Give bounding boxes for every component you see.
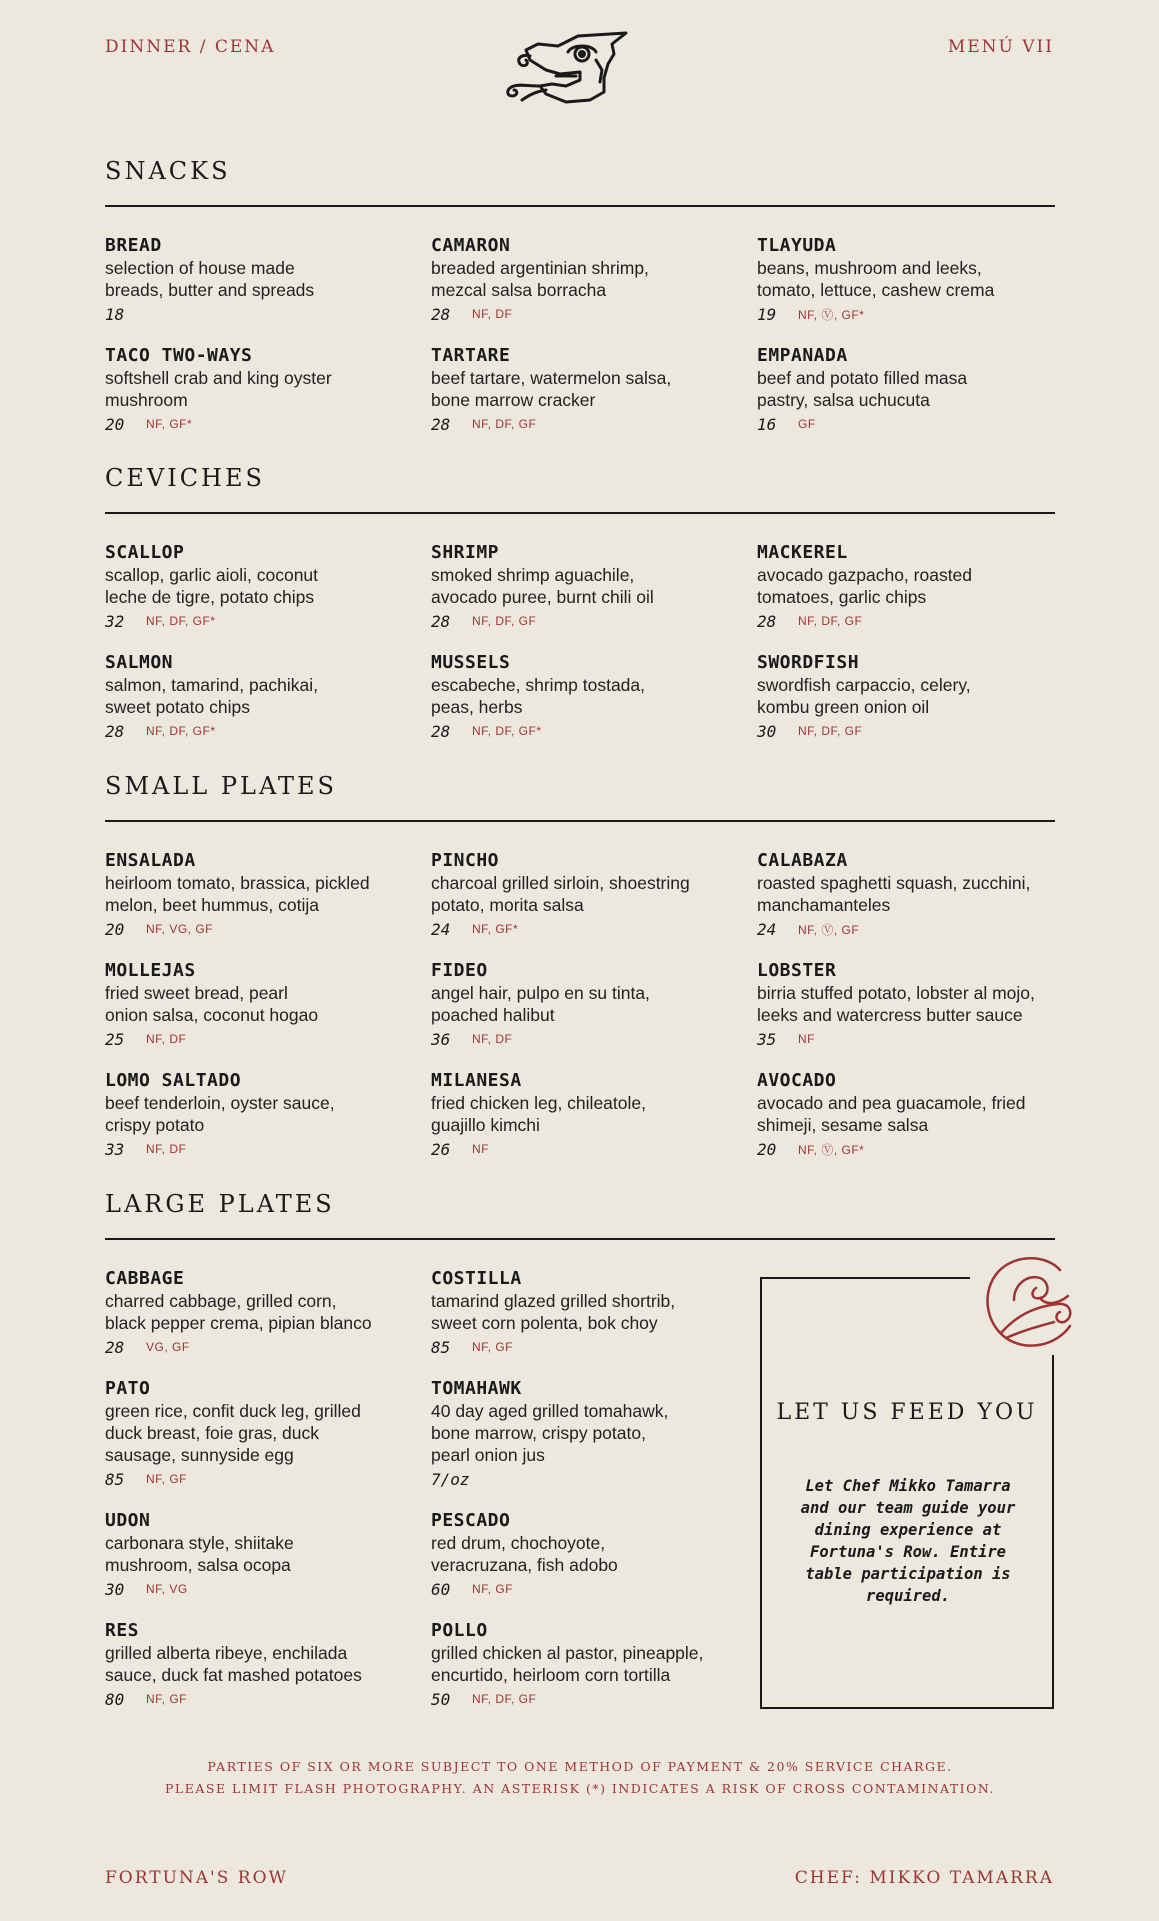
- item-description: beef tartare, watermelon salsa,: [431, 368, 672, 388]
- section-title-snacks: SNACKS: [105, 157, 231, 185]
- feed-you-title: LET US FEED YOU: [776, 1400, 1038, 1425]
- section-divider: [105, 512, 1055, 514]
- dietary-tags: NF, DF: [472, 307, 513, 321]
- menu-item-tartare: [431, 345, 741, 435]
- item-name: LOMO SALTADO: [105, 1070, 242, 1091]
- item-description: leeks and watercress butter sauce: [757, 1005, 1023, 1025]
- item-description: poached halibut: [431, 1005, 555, 1025]
- item-description: onion salsa, coconut hogao: [105, 1005, 319, 1025]
- dietary-tags: NF, Ⓥ, GF*: [798, 307, 865, 322]
- dietary-tags: NF, DF, GF: [472, 1692, 537, 1706]
- dietary-tags: NF, Ⓥ, GF*: [798, 1142, 865, 1157]
- item-description: sausage, sunnyside egg: [105, 1445, 294, 1465]
- item-description: guajillo kimchi: [431, 1115, 540, 1135]
- item-description: birria stuffed potato, lobster al mojo,: [757, 983, 1035, 1003]
- item-description: angel hair, pulpo en su tinta,: [431, 983, 650, 1003]
- item-description: sweet potato chips: [105, 697, 250, 717]
- item-price: 7/oz: [431, 1469, 470, 1489]
- item-description: crispy potato: [105, 1115, 205, 1135]
- item-description: beef tenderloin, oyster sauce,: [105, 1093, 335, 1113]
- section-title-large-plates: LARGE PLATES: [105, 1190, 335, 1218]
- item-price: 60: [431, 1579, 451, 1599]
- item-description: veracruzana, fish adobo: [431, 1555, 618, 1575]
- item-description: escabeche, shrimp tostada,: [431, 675, 646, 695]
- dietary-tags: NF, DF, GF: [472, 614, 537, 628]
- menu-item-empanada: [757, 345, 1067, 435]
- item-price: 28: [105, 721, 125, 741]
- menu-item-mollejas: [105, 960, 415, 1050]
- item-price: 20: [757, 1139, 777, 1159]
- menu-type-label: DINNER / CENA: [105, 37, 276, 57]
- item-description: smoked shrimp aguachile,: [431, 565, 635, 585]
- swirl-ornament-icon: [974, 1248, 1080, 1354]
- dietary-tags: NF, GF*: [472, 922, 519, 936]
- dietary-tags: NF, DF: [146, 1032, 187, 1046]
- menu-item-bread: [105, 235, 415, 325]
- item-description: grilled alberta ribeye, enchilada: [105, 1643, 348, 1663]
- item-description: charcoal grilled sirloin, shoestring: [431, 873, 690, 893]
- dietary-tags: NF, GF: [146, 1472, 187, 1486]
- item-name: CABBAGE: [105, 1268, 185, 1289]
- item-name: PESCADO: [431, 1510, 511, 1531]
- item-name: CAMARON: [431, 235, 511, 256]
- item-description: avocado and pea guacamole, fried: [757, 1093, 1026, 1113]
- item-name: TACO TWO-WAYS: [105, 345, 253, 366]
- item-description: beef and potato filled masa: [757, 368, 968, 388]
- item-price: 33: [105, 1139, 125, 1159]
- item-description: red drum, chochoyote,: [431, 1533, 606, 1553]
- item-description: avocado puree, burnt chili oil: [431, 587, 654, 607]
- item-description: shimeji, sesame salsa: [757, 1115, 929, 1135]
- item-name: SALMON: [105, 652, 174, 673]
- item-description: avocado gazpacho, roasted: [757, 565, 973, 585]
- item-description: encurtido, heirloom corn tortilla: [431, 1665, 671, 1685]
- item-description: tomatoes, garlic chips: [757, 587, 927, 607]
- item-price: 85: [431, 1337, 451, 1357]
- item-price: 28: [431, 414, 451, 434]
- dietary-tags: VG, GF: [146, 1340, 190, 1354]
- menu-item-res: [105, 1620, 415, 1710]
- item-description: black pepper crema, pipian blanco: [105, 1313, 372, 1333]
- item-name: TARTARE: [431, 345, 511, 366]
- item-name: MOLLEJAS: [105, 960, 196, 981]
- item-description: pastry, salsa uchucuta: [757, 390, 930, 410]
- feed-line: required.: [866, 1587, 950, 1605]
- menu-item-pato: [105, 1378, 415, 1490]
- item-description: mushroom: [105, 390, 188, 410]
- item-name: AVOCADO: [757, 1070, 837, 1091]
- feed-line: table participation is: [805, 1565, 1011, 1583]
- item-name: POLLO: [431, 1620, 488, 1641]
- item-description: sauce, duck fat mashed potatoes: [105, 1665, 362, 1685]
- item-price: 28: [431, 611, 451, 631]
- item-name: MACKEREL: [757, 542, 848, 563]
- item-price: 28: [431, 304, 451, 324]
- item-description: fried chicken leg, chileatole,: [431, 1093, 646, 1113]
- item-description: salmon, tamarind, pachikai,: [105, 675, 319, 695]
- item-price: 28: [431, 721, 451, 741]
- feed-line: dining experience at: [814, 1521, 1002, 1539]
- dietary-tags: NF, DF, GF*: [472, 724, 542, 738]
- item-description: manchamanteles: [757, 895, 891, 915]
- item-name: UDON: [105, 1510, 151, 1531]
- item-description: fried sweet bread, pearl: [105, 983, 288, 1003]
- menu-item-pollo: [431, 1620, 741, 1710]
- item-name: RES: [105, 1620, 140, 1641]
- dietary-tags: NF: [472, 1142, 489, 1156]
- item-description: melon, beet hummus, cotija: [105, 895, 319, 915]
- item-price: 18: [105, 304, 125, 324]
- item-description: scallop, garlic aioli, coconut: [105, 565, 319, 585]
- item-description: peas, herbs: [431, 697, 523, 717]
- item-price: 24: [431, 919, 451, 939]
- dietary-tags: NF, GF*: [146, 417, 193, 431]
- item-name: MUSSELS: [431, 652, 511, 673]
- menu-item-avocado: [757, 1070, 1077, 1160]
- item-description: pearl onion jus: [431, 1445, 545, 1465]
- item-description: softshell crab and king oyster: [105, 368, 332, 388]
- menu-item-tlayuda: [757, 235, 1067, 325]
- item-name: COSTILLA: [431, 1268, 522, 1289]
- item-name: LOBSTER: [757, 960, 837, 981]
- item-description: tomato, lettuce, cashew crema: [757, 280, 995, 300]
- item-description: mushroom, salsa ocopa: [105, 1555, 291, 1575]
- item-price: 19: [757, 304, 777, 324]
- dietary-tags: NF, DF: [146, 1142, 187, 1156]
- item-description: swordfish carpaccio, celery,: [757, 675, 971, 695]
- menu-item-udon: [105, 1510, 415, 1600]
- menu-item-swordfish: [757, 652, 1067, 742]
- item-name: CALABAZA: [757, 850, 848, 871]
- item-price: 85: [105, 1469, 125, 1489]
- item-price: 28: [757, 611, 777, 631]
- item-price: 80: [105, 1689, 125, 1709]
- item-name: BREAD: [105, 235, 162, 256]
- dietary-tags: NF, DF, GF: [798, 724, 863, 738]
- section-divider: [105, 1238, 1055, 1240]
- dietary-tags: NF, DF, GF: [798, 614, 863, 628]
- item-name: MILANESA: [431, 1070, 522, 1091]
- chef-name: CHEF: MIKKO TAMARRA: [794, 1868, 1054, 1888]
- item-name: SCALLOP: [105, 542, 185, 563]
- note-line: PLEASE LIMIT FLASH PHOTOGRAPHY. AN ASTERISK (*) INDICATES A RISK OF CROSS CONTAMINATION.: [165, 1781, 995, 1796]
- item-description: potato, morita salsa: [431, 895, 584, 915]
- item-name: SHRIMP: [431, 542, 500, 563]
- serpent-head-icon: [500, 30, 630, 106]
- item-price: 28: [105, 1337, 125, 1357]
- item-description: grilled chicken al pastor, pineapple,: [431, 1643, 704, 1663]
- policy-notes: [105, 1756, 1055, 1800]
- section-title-ceviches: CEVICHES: [105, 464, 265, 492]
- item-price: 24: [757, 919, 777, 939]
- item-price: 20: [105, 919, 125, 939]
- item-price: 32: [105, 611, 125, 631]
- menu-item-camaron: [431, 235, 741, 325]
- feed-line: Fortuna's Row. Entire: [810, 1543, 1006, 1561]
- section-divider: [105, 820, 1055, 822]
- item-price: 50: [431, 1689, 451, 1709]
- item-price: 35: [757, 1029, 777, 1049]
- item-description: tamarind glazed grilled shortrib,: [431, 1291, 676, 1311]
- item-price: 30: [757, 721, 777, 741]
- item-name: TLAYUDA: [757, 235, 837, 256]
- menu-item-calabaza: [757, 850, 1077, 940]
- menu-item-shrimp: [431, 542, 741, 632]
- item-description: charred cabbage, grilled corn,: [105, 1291, 337, 1311]
- menu-item-cabbage: [105, 1268, 415, 1358]
- menu-item-lobster: [757, 960, 1087, 1050]
- menu-item-mackerel: [757, 542, 1067, 632]
- note-line: PARTIES OF SIX OR MORE SUBJECT TO ONE METHOD OF PAYMENT & 20% SERVICE CHARGE.: [207, 1759, 953, 1774]
- dietary-tags: NF, GF: [146, 1692, 187, 1706]
- item-description: 40 day aged grilled tomahawk,: [431, 1401, 669, 1421]
- item-price: 16: [757, 414, 777, 434]
- item-price: 26: [431, 1139, 451, 1159]
- item-price: 36: [431, 1029, 451, 1049]
- menu-item-salmon: [105, 652, 415, 742]
- item-name: EMPANADA: [757, 345, 848, 366]
- item-description: leche de tigre, potato chips: [105, 587, 315, 607]
- item-description: kombu green onion oil: [757, 697, 930, 717]
- menu-item-costilla: [431, 1268, 741, 1358]
- dietary-tags: NF, DF, GF: [472, 417, 537, 431]
- feed-you-description: [785, 1475, 1031, 1607]
- menu-item-lomo-saltado: [105, 1070, 415, 1160]
- item-description: beans, mushroom and leeks,: [757, 258, 982, 278]
- dietary-tags: NF, DF, GF*: [146, 724, 216, 738]
- dietary-tags: NF, DF: [472, 1032, 513, 1046]
- dietary-tags: GF: [798, 417, 816, 431]
- item-description: heirloom tomato, brassica, pickled: [105, 873, 370, 893]
- item-name: SWORDFISH: [757, 652, 860, 673]
- section-title-small-plates: SMALL PLATES: [105, 772, 337, 800]
- item-description: breaded argentinian shrimp,: [431, 258, 649, 278]
- item-description: breads, butter and spreads: [105, 280, 315, 300]
- item-description: green rice, confit duck leg, grilled: [105, 1401, 361, 1421]
- feed-line: and our team guide your: [800, 1499, 1016, 1517]
- restaurant-name: FORTUNA'S ROW: [105, 1868, 288, 1888]
- menu-item-fideo: [431, 960, 741, 1050]
- menu-item-mussels: [431, 652, 741, 742]
- item-name: TOMAHAWK: [431, 1378, 522, 1399]
- item-description: bone marrow, crispy potato,: [431, 1423, 646, 1443]
- dietary-tags: NF, GF: [472, 1340, 513, 1354]
- item-price: 25: [105, 1029, 125, 1049]
- item-description: selection of house made: [105, 258, 295, 278]
- item-name: PINCHO: [431, 850, 500, 871]
- item-price: 20: [105, 414, 125, 434]
- menu-number-label: MENÚ VII: [947, 37, 1054, 57]
- menu-item-pescado: [431, 1510, 741, 1600]
- menu-item-scallop: [105, 542, 415, 632]
- item-description: roasted spaghetti squash, zucchini,: [757, 873, 1031, 893]
- dietary-tags: NF: [798, 1032, 815, 1046]
- section-divider: [105, 205, 1055, 207]
- item-description: carbonara style, shiitake: [105, 1533, 294, 1553]
- dietary-tags: NF, DF, GF*: [146, 614, 216, 628]
- item-description: mezcal salsa borracha: [431, 280, 607, 300]
- dietary-tags: NF, VG, GF: [146, 922, 214, 936]
- menu-item-tomahawk: [431, 1378, 741, 1490]
- item-price: 30: [105, 1579, 125, 1599]
- item-name: FIDEO: [431, 960, 488, 981]
- menu-item-ensalada: [105, 850, 415, 940]
- menu-item-milanesa: [431, 1070, 741, 1160]
- item-description: duck breast, foie gras, duck: [105, 1423, 319, 1443]
- item-description: bone marrow cracker: [431, 390, 596, 410]
- dietary-tags: NF, GF: [472, 1582, 513, 1596]
- menu-item-pincho: [431, 850, 741, 940]
- dietary-tags: NF, Ⓥ, GF: [798, 922, 860, 937]
- dietary-tags: NF, VG: [146, 1582, 188, 1596]
- menu-item-taco-two-ways: [105, 345, 415, 435]
- item-name: ENSALADA: [105, 850, 196, 871]
- item-description: sweet corn polenta, bok choy: [431, 1313, 658, 1333]
- item-name: PATO: [105, 1378, 151, 1399]
- feed-line: Let Chef Mikko Tamarra: [805, 1477, 1011, 1495]
